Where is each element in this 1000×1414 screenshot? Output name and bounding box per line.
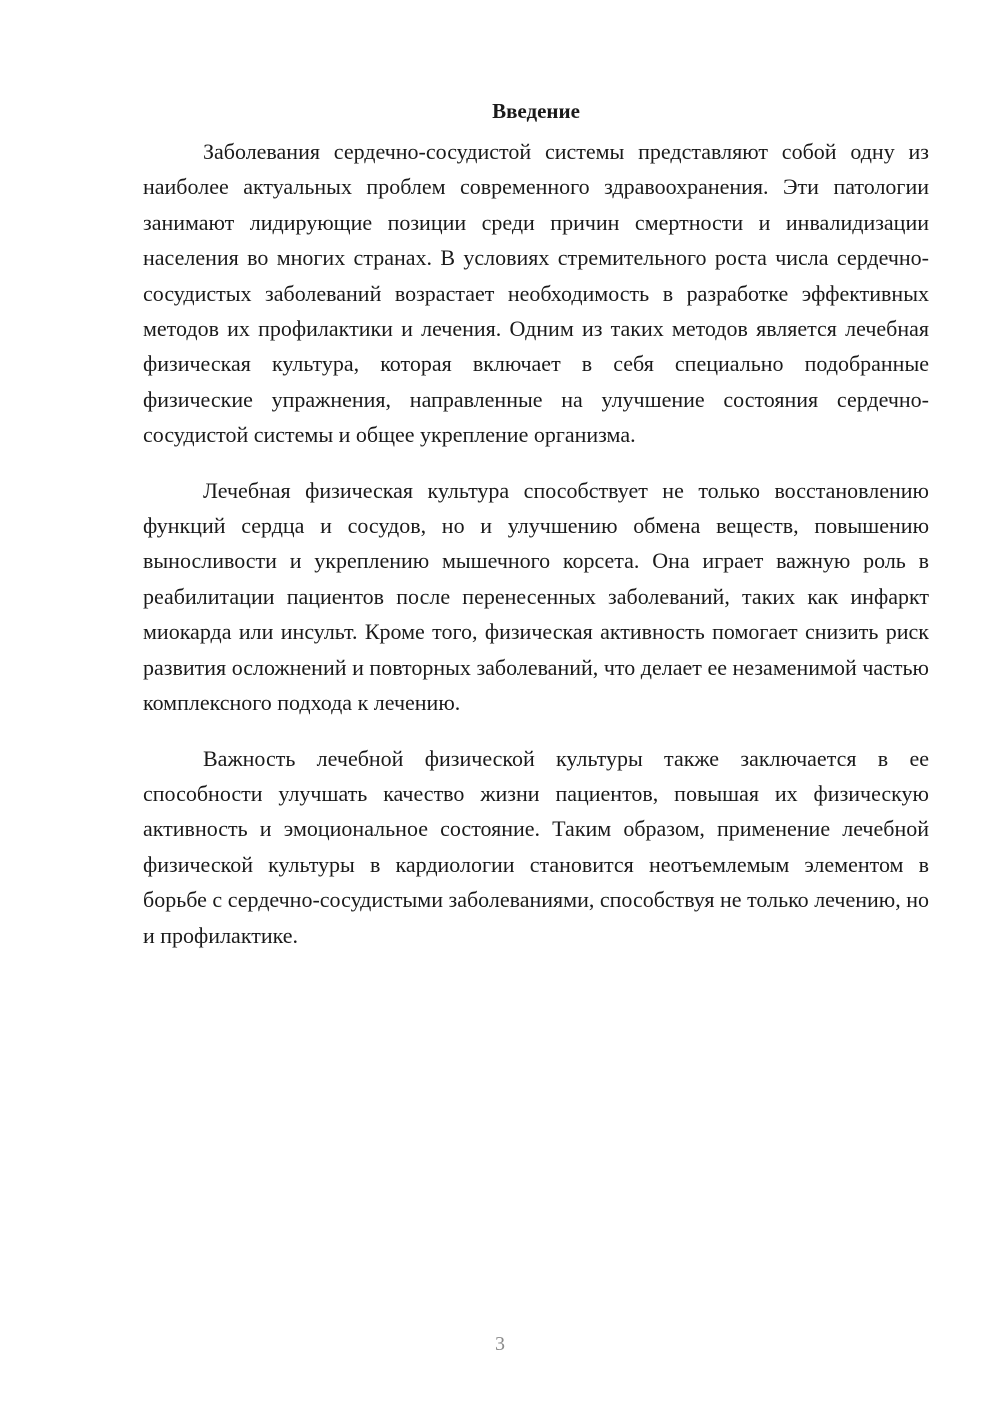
paragraph-1: Заболевания сердечно-сосудистой системы представляют собой одну из наиболее актуальных проблем современного здравоохранения. Эти патологии занимают лидирующие позиции среди причин смертности и инвалидизации населения во многих странах. В условиях стремительного роста числа сердечно-сосудистых заболеваний возрастает необходимость в разработке эффективных методов их профилактики и лечения. Одним из таких методов является лечебная физическая культура, которая включает в себя специально подобранные физические упражнения, направленные на улучшение состояния сердечно-сосудистой системы и общее укрепление организма. (143, 139, 929, 448)
section-heading: Введение (492, 99, 580, 123)
paragraph-3: Важность лечебной физической культуры также заключается в ее способности улучшать качество жизни пациентов, повышая их физическую активность и эмоциональное состояние. Таким образом, применение лечебной физической культуры в кардиологии становится неотъемлемым элементом в борьбе с сердечно-сосудистыми заболеваниями, способствуя не только лечению, но и профилактике. (143, 745, 929, 948)
document-body (143, 97, 929, 973)
paragraph-2: Лечебная физическая культура способствует не только восстановлению функций сердца и сосудов, но и улучшению обмена веществ, повышению выносливости и укреплению мышечного корсета. Она играет важную роль в реабилитации пациентов после перенесенных заболеваний, таких как инфаркт миокарда или инсульт. Кроме того, физическая активность помогает снизить риск развития осложнений и повторных заболеваний, что делает ее незаменимой частью комплексного подхода к лечению. (143, 477, 929, 716)
page-number: 3 (495, 1333, 505, 1355)
